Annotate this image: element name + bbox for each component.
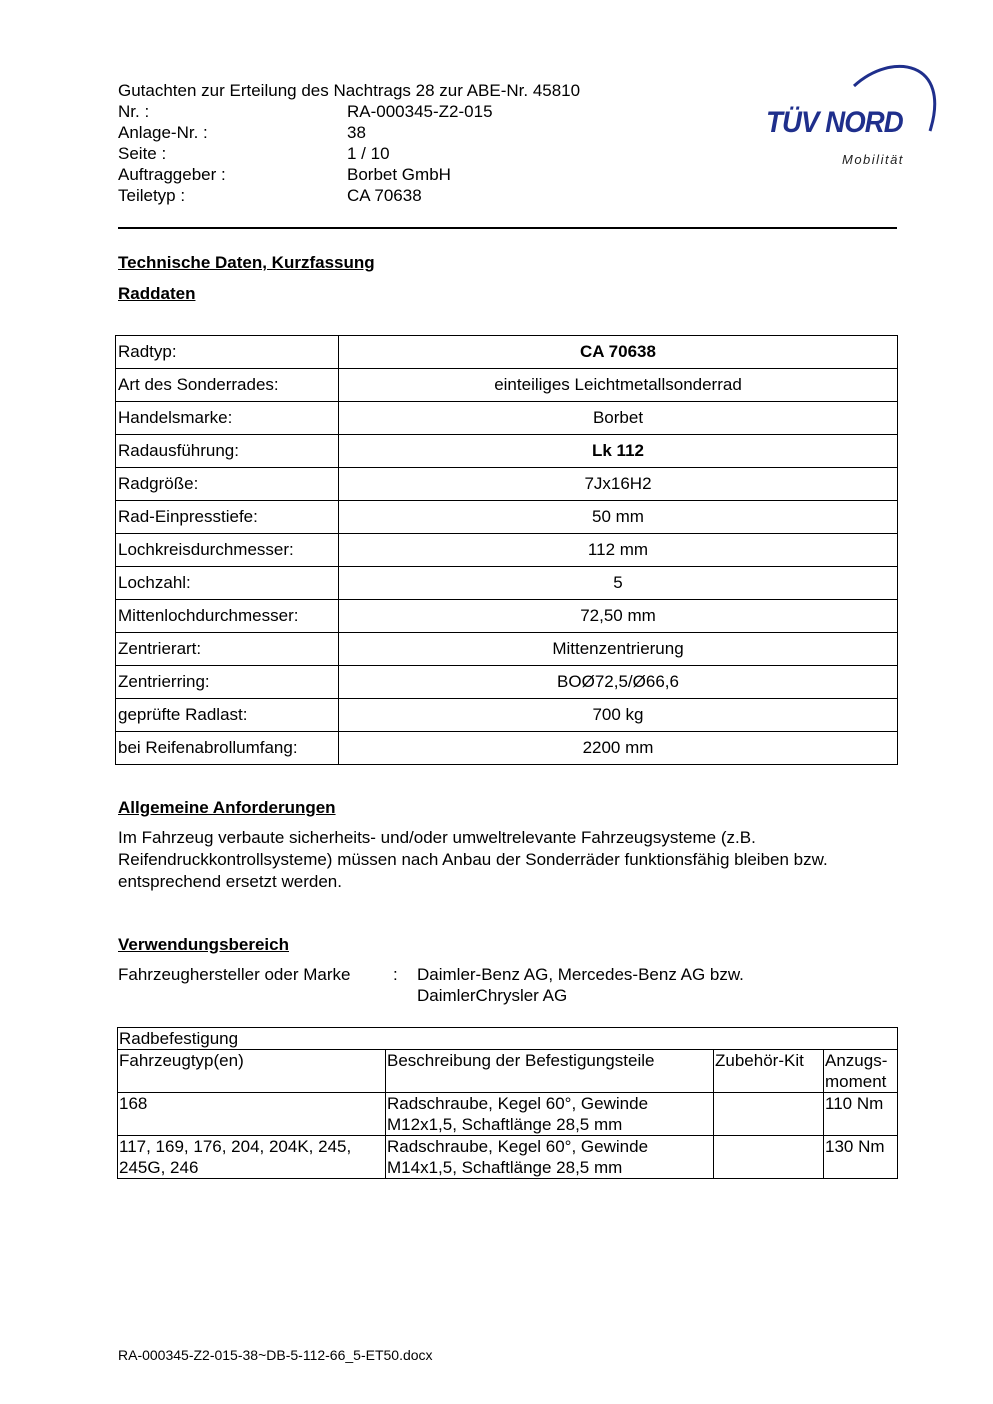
header-row-label: Auftraggeber :	[118, 165, 226, 184]
raddaten-row	[116, 336, 898, 369]
tuv-nord-logo	[762, 56, 942, 171]
raddaten-value: 50 mm	[339, 501, 898, 534]
raddaten-label: geprüfte Radlast:	[116, 699, 339, 732]
header-row-label: Anlage-Nr. :	[118, 123, 208, 142]
hersteller-label: Fahrzeughersteller oder Marke	[118, 965, 351, 984]
radbefestigung-cell: 110 Nm	[824, 1093, 898, 1136]
header-row-label: Teiletyp :	[118, 186, 186, 205]
raddaten-label: Zentrierring:	[116, 666, 339, 699]
raddaten-value: Mittenzentrierung	[339, 633, 898, 666]
raddaten-value: CA 70638	[339, 336, 898, 369]
raddaten-value: 700 kg	[339, 699, 898, 732]
header-row	[118, 122, 366, 143]
radbefestigung-header-row	[118, 1050, 898, 1093]
radbefestigung-cell: Radschraube, Kegel 60°, Gewinde M14x1,5, Schaftlänge 28,5 mm	[386, 1136, 714, 1179]
header-divider	[118, 227, 897, 229]
radbefestigung-column-header: Fahrzeugtyp(en)	[118, 1050, 386, 1093]
header-row	[118, 164, 451, 185]
raddaten-label: Radausführung:	[116, 435, 339, 468]
raddaten-value: 112 mm	[339, 534, 898, 567]
header-row-value: Borbet GmbH	[347, 165, 451, 184]
raddaten-value: 2200 mm	[339, 732, 898, 765]
header-row-value: CA 70638	[347, 186, 422, 205]
raddaten-row	[116, 435, 898, 468]
raddaten-label: Zentrierart:	[116, 633, 339, 666]
footer-filename: RA-000345-Z2-015-38~DB-5-112-66_5-ET50.docx	[118, 1347, 433, 1363]
radbefestigung-title: Radbefestigung	[118, 1028, 898, 1050]
raddaten-value: Borbet	[339, 402, 898, 435]
raddaten-label: Lochzahl:	[116, 567, 339, 600]
hersteller-value: Daimler-Benz AG, Mercedes-Benz AG bzw. DaimlerChrysler AG	[417, 965, 744, 1005]
radbefestigung-cell: 130 Nm	[824, 1136, 898, 1179]
raddaten-label: Lochkreisdurchmesser:	[116, 534, 339, 567]
radbefestigung-column-header: Zubehör-Kit	[714, 1050, 824, 1093]
header-row	[118, 185, 422, 206]
header-row-value: 38	[347, 123, 366, 142]
raddaten-table	[115, 335, 898, 765]
radbefestigung-row	[118, 1093, 898, 1136]
radbefestigung-cell: Radschraube, Kegel 60°, Gewinde M12x1,5, Schaftlänge 28,5 mm	[386, 1093, 714, 1136]
section-title-raddaten: Raddaten	[118, 284, 196, 303]
raddaten-label: Mittenlochdurchmesser:	[116, 600, 339, 633]
raddaten-label: Radgröße:	[116, 468, 339, 501]
raddaten-value: einteiliges Leichtmetallsonderrad	[339, 369, 898, 402]
raddaten-label: Rad-Einpresstiefe:	[116, 501, 339, 534]
radbefestigung-column-header: Beschreibung der Befestigungsteile	[386, 1050, 714, 1093]
raddaten-label: Handelsmarke:	[116, 402, 339, 435]
section-title-allgemeine-anforderungen: Allgemeine Anforderungen	[118, 798, 336, 817]
radbefestigung-column-header: Anzugs-moment	[824, 1050, 898, 1093]
raddaten-row	[116, 732, 898, 765]
raddaten-label: Art des Sonderrades:	[116, 369, 339, 402]
header-row-value: RA-000345-Z2-015	[347, 102, 493, 121]
raddaten-value: Lk 112	[339, 435, 898, 468]
raddaten-row	[116, 468, 898, 501]
raddaten-value: 72,50 mm	[339, 600, 898, 633]
raddaten-row	[116, 699, 898, 732]
document-title: Gutachten zur Erteilung des Nachtrags 28 zur ABE-Nr. 45810	[118, 81, 581, 100]
header-row	[118, 143, 390, 164]
raddaten-row	[116, 633, 898, 666]
header-row-label: Nr. :	[118, 102, 150, 121]
raddaten-value: 5	[339, 567, 898, 600]
raddaten-value: 7Jx16H2	[339, 468, 898, 501]
section-title-verwendungsbereich: Verwendungsbereich	[118, 935, 289, 954]
raddaten-label: bei Reifenabrollumfang:	[116, 732, 339, 765]
header-row	[118, 101, 493, 122]
raddaten-row	[116, 567, 898, 600]
raddaten-row	[116, 369, 898, 402]
radbefestigung-cell	[714, 1136, 824, 1179]
radbefestigung-table	[117, 1027, 898, 1179]
raddaten-label: Radtyp:	[116, 336, 339, 369]
raddaten-row	[116, 600, 898, 633]
raddaten-row	[116, 534, 898, 567]
header-row-label: Seite :	[118, 144, 167, 163]
radbefestigung-row	[118, 1136, 898, 1179]
radbefestigung-title-row	[118, 1028, 898, 1050]
raddaten-row	[116, 402, 898, 435]
raddaten-value: BOØ72,5/Ø66,6	[339, 666, 898, 699]
radbefestigung-cell	[714, 1093, 824, 1136]
raddaten-row	[116, 666, 898, 699]
logo-brand: TÜV NORD	[766, 106, 903, 139]
radbefestigung-cell: 117, 169, 176, 204, 204K, 245, 245G, 246	[118, 1136, 386, 1179]
radbefestigung-cell: 168	[118, 1093, 386, 1136]
logo-subtitle: Mobilität	[842, 152, 904, 167]
header-row-value: 1 / 10	[347, 144, 390, 163]
raddaten-row	[116, 501, 898, 534]
hersteller-separator: :	[393, 965, 398, 984]
section-title-technische-daten: Technische Daten, Kurzfassung	[118, 253, 375, 272]
allgemeine-anforderungen-text: Im Fahrzeug verbaute sicherheits- und/oder umweltrelevante Fahrzeugsysteme (z.B. Reifendruckkontrollsysteme) müssen nach Anbau der Sonderräder funktionsfähig bleiben bzw. entsprechend ersetzt werden.	[118, 828, 828, 891]
